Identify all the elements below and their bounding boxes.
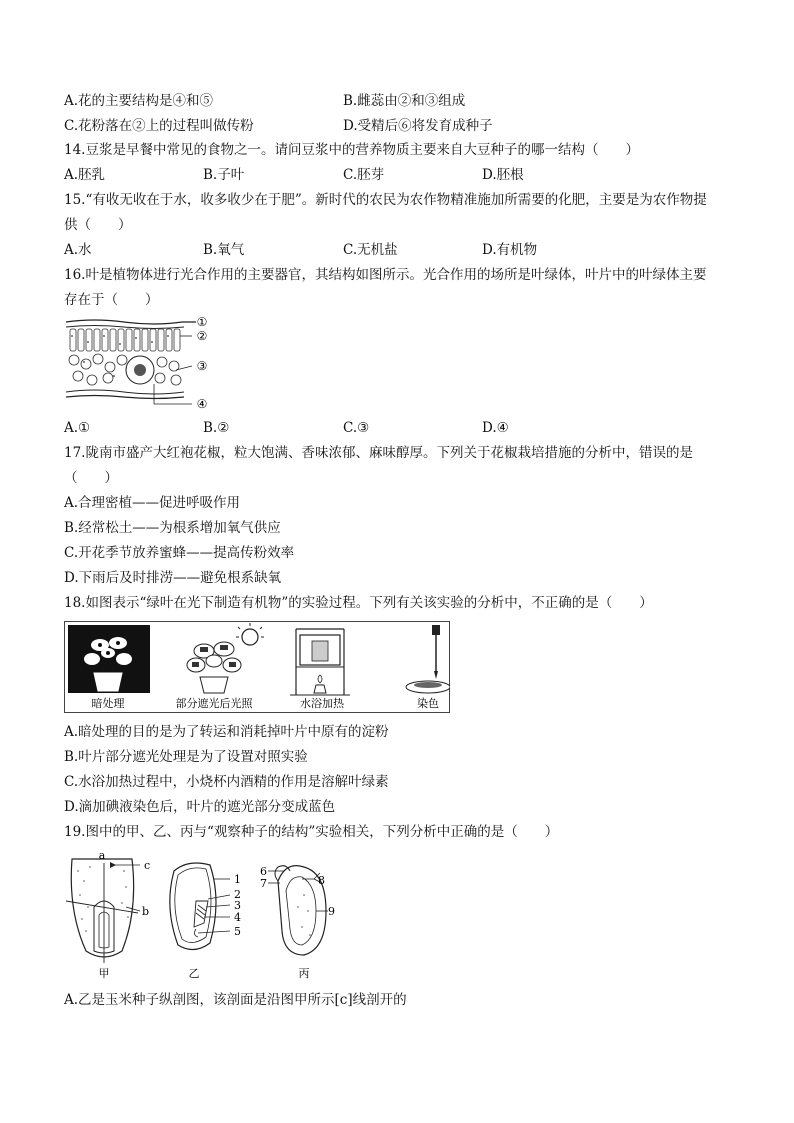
bing-label-9: 9 xyxy=(328,905,335,918)
caption-partial-shading: 部分遮光后光照 xyxy=(175,697,253,710)
q13-option-b: B.雌蕊由②和③组成 xyxy=(343,93,466,109)
q17-stem-line2: （ ） xyxy=(64,470,118,486)
q13-option-d: D.受精后⑥将发育成种子 xyxy=(343,118,493,134)
q18-option-d: D.滴加碘液染色后，叶片的遮光部分变成蓝色 xyxy=(64,799,336,815)
caption-dark-treatment: 暗处理 xyxy=(91,697,125,710)
photosynthesis-experiment-figure xyxy=(64,621,450,713)
leaf-label-1: ① xyxy=(196,315,208,329)
q18-option-a: A.暗处理的目的是为了转运和消耗掉叶片中原有的淀粉 xyxy=(64,724,389,740)
yi-label-3: 3 xyxy=(234,899,241,912)
yi-label-1: 1 xyxy=(234,873,241,886)
q18-option-c: C.水浴加热过程中，小烧杯内酒精的作用是溶解叶绿素 xyxy=(64,774,389,790)
q13-option-c: C.花粉落在②上的过程叫做传粉 xyxy=(64,118,254,134)
q14-option-c: C.胚芽 xyxy=(343,167,385,183)
q16-option-d: D.④ xyxy=(482,420,509,436)
q15-stem-line1: 15.“有收无收在于水，收多收少在于肥”。新时代的农民为农作物精准施加所需要的化肥，主要是为农作物提 xyxy=(64,192,707,208)
q16-option-a: A.① xyxy=(64,420,91,436)
bing-label-6: 6 xyxy=(260,865,267,878)
q16-option-b: B.② xyxy=(203,420,230,436)
q17-option-d: D.下雨后及时排涝——避免根系缺氧 xyxy=(64,570,282,586)
q14-option-d: D.胚根 xyxy=(482,167,524,183)
jia-label-a: a xyxy=(98,851,106,862)
yi-caption: 乙 xyxy=(188,967,200,980)
q14-option-a: A.胚乳 xyxy=(64,167,106,183)
q16-stem-line1: 16.叶是植物体进行光合作用的主要器官，其结构如图所示。光合作用的场所是叶绿体，叶片中的叶绿体主要 xyxy=(64,267,707,283)
q14-stem: 14.豆浆是早餐中常见的食物之一。请问豆浆中的营养物质主要来自大豆种子的哪一结构（ ） xyxy=(64,142,639,158)
q17-stem-line1: 17.陇南市盛产大红袍花椒，粒大饱满、香味浓郁、麻味醇厚。下列关于花椒栽培措施的分析中，错误的是 xyxy=(64,445,693,461)
q15-option-d: D.有机物 xyxy=(482,242,538,258)
q17-option-b: B.经常松土——为根系增加氧气供应 xyxy=(64,520,281,536)
leaf-label-2: ② xyxy=(196,329,208,343)
leaf-label-3: ③ xyxy=(196,359,208,373)
leaf-label-4: ④ xyxy=(196,397,208,411)
caption-staining: 染色 xyxy=(417,697,439,710)
caption-water-bath: 水浴加热 xyxy=(300,697,344,710)
jia-label-b: b xyxy=(142,905,150,918)
yi-label-4: 4 xyxy=(234,911,241,924)
bing-label-7: 7 xyxy=(260,877,267,890)
q19-option-a: A.乙是玉米种子纵剖图，该剖面是沿图甲所示[c]线剖开的 xyxy=(64,992,407,1008)
q13-option-a: A.花的主要结构是④和⑤ xyxy=(64,93,214,109)
seed-structure-figure xyxy=(64,851,338,983)
bing-label-8: 8 xyxy=(318,874,325,887)
yi-label-5: 5 xyxy=(234,925,241,938)
q16-option-c: C.③ xyxy=(343,420,370,436)
jia-caption: 甲 xyxy=(98,967,110,980)
q16-stem-line2: 存在于（ ） xyxy=(64,292,159,308)
q15-option-b: B.氧气 xyxy=(203,242,245,258)
bing-caption: 丙 xyxy=(298,967,310,980)
q14-option-b: B.子叶 xyxy=(203,167,245,183)
leaf-cross-section-figure xyxy=(64,314,210,412)
q19-stem: 19.图中的甲、乙、丙与“观察种子的结构”实验相关，下列分析中正确的是（ ） xyxy=(64,824,559,840)
q15-option-c: C.无机盐 xyxy=(343,242,398,258)
yi-label-2: 2 xyxy=(234,888,241,901)
q18-stem: 18.如图表示“绿叶在光下制造有机物”的实验过程。下列有关该实验的分析中，不正确的是（ ） xyxy=(64,595,653,611)
q17-option-c: C.开花季节放养蜜蜂——提高传粉效率 xyxy=(64,545,295,561)
q15-option-a: A.水 xyxy=(64,242,92,258)
q18-option-b: B.叶片部分遮光处理是为了设置对照实验 xyxy=(64,749,308,765)
q17-option-a: A.合理密植——促进呼吸作用 xyxy=(64,495,241,511)
jia-label-c: c xyxy=(144,859,151,872)
q15-stem-line2: 供（ ） xyxy=(64,217,132,233)
